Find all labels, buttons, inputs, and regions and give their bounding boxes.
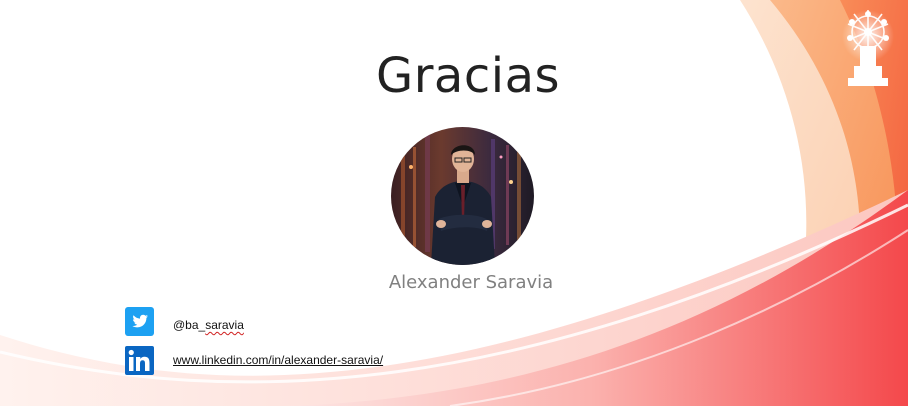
slide-title: Gracias xyxy=(376,48,560,104)
twitter-bird-icon[interactable] xyxy=(125,307,154,336)
twitter-handle-prefix: @ba_ xyxy=(173,318,206,332)
linkedin-logo-icon[interactable] xyxy=(125,346,154,375)
speaker-photo xyxy=(391,127,534,265)
linkedin-link[interactable]: www.linkedin.com/in/alexander-saravia/ xyxy=(173,353,384,367)
twitter-handle-rest: saravia xyxy=(205,318,244,332)
twitter-handle[interactable] xyxy=(173,318,244,332)
speaker-name: Alexander Saravia xyxy=(388,272,554,293)
